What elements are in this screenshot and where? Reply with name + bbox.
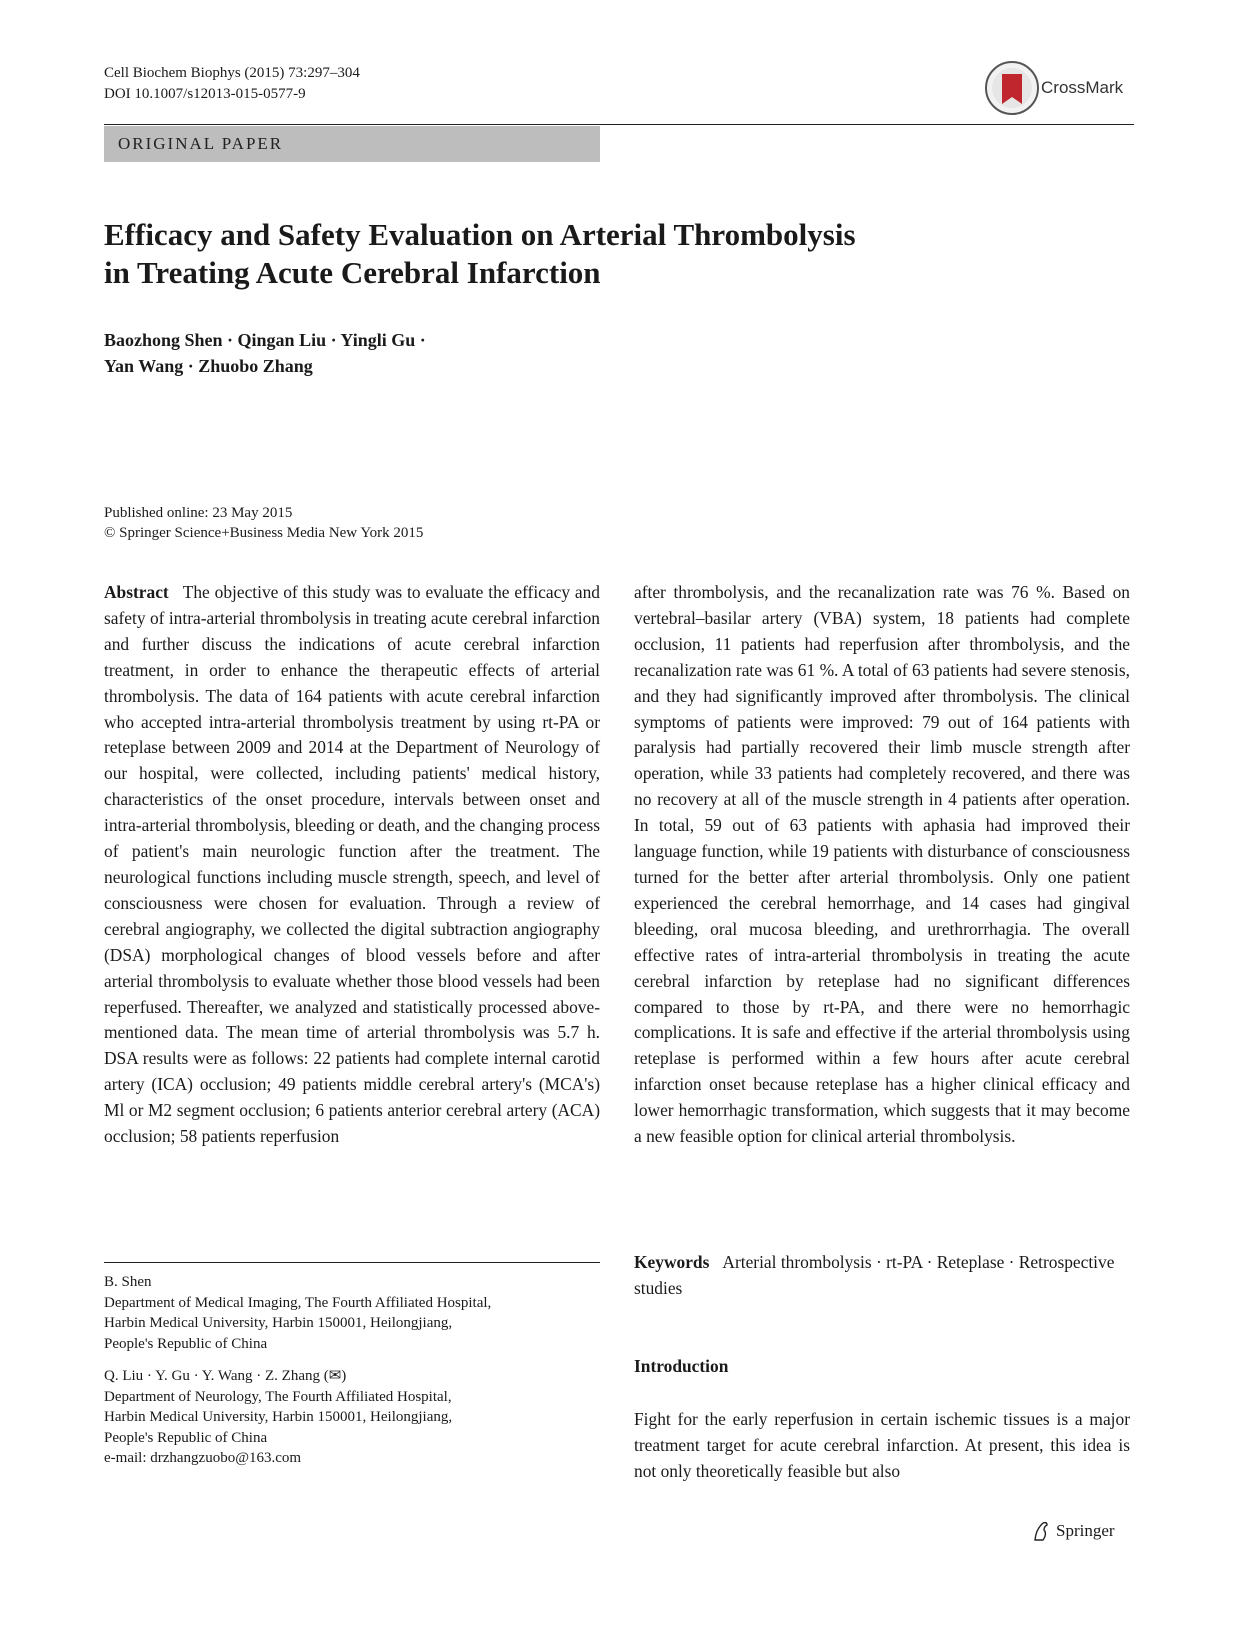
- authors-line-2: Yan Wang · Zhuobo Zhang: [104, 356, 313, 376]
- title-line-1: Efficacy and Safety Evaluation on Arterial Thrombolysis: [104, 217, 856, 252]
- abstract-heading: Abstract: [104, 582, 169, 602]
- affiliation-1-name: B. Shen: [104, 1274, 152, 1290]
- affiliation-1-line2: Harbin Medical University, Harbin 150001, Heilongjiang,: [104, 1315, 453, 1331]
- copyright-line: © Springer Science+Business Media New York 2015: [104, 525, 424, 541]
- affiliations: [104, 1272, 600, 1481]
- publication-info: [104, 503, 423, 543]
- abstract-text-part1: The objective of this study was to evaluate the efficacy and safety of intra-arterial thrombolysis in treating acute cerebral infarction and further discuss the indications of acute cerebral infarction treatment, in order to enhance the therapeutic effects of arterial thrombolysis. The data of 164 patients with acute cerebral infarction who accepted intra-arterial thrombolysis treatment by using rt-PA or reteplase between 2009 and 2014 at the Department of Neurology of our hospital, were collected, including patients' medical history, characteristics of the onset procedure, intervals between onset and intra-arterial thrombolysis, bleeding or death, and the changing process of patient's main neurologic function after the treatment. The neurological functions including muscle strength, speech, and level of consciousness were chosen for evaluation. Through a review of cerebral angiography, we collected the digital subtraction angiography (DSA) morphological changes of blood vessels before and after arterial thrombolysis to evaluate whether those blood vessels had been reperfused. Thereafter, we analyzed and statistically processed above-mentioned data. The mean time of arterial thrombolysis was 5.7 h. DSA results were as follows: 22 patients had complete internal carotid artery (ICA) occlusion; 49 patients middle cerebral artery's (MCA's) Ml or M2 segment occlusion; 6 patients anterior cerebral artery (ACA) occlusion; 58 patients reperfusion: [104, 582, 600, 1147]
- affiliation-2-name: Q. Liu · Y. Gu · Y. Wang · Z. Zhang (✉): [104, 1368, 347, 1384]
- affiliation-2: [104, 1366, 600, 1469]
- journal-citation: [104, 63, 360, 105]
- affiliation-1: [104, 1272, 600, 1354]
- footnote-rule: [104, 1262, 600, 1263]
- publisher-mark: [1032, 1520, 1115, 1542]
- crossmark-label: CrossMark: [1041, 78, 1124, 97]
- published-date: Published online: 23 May 2015: [104, 505, 293, 521]
- affiliation-1-line3: People's Republic of China: [104, 1335, 268, 1352]
- title-line-2: in Treating Acute Cerebral Infarction: [104, 255, 601, 290]
- keywords-text: Arterial thrombolysis · rt-PA · Reteplase · Retrospective studies: [634, 1252, 1115, 1298]
- journal-line: Cell Biochem Biophys (2015) 73:297–304: [104, 65, 360, 81]
- article-title: [104, 216, 1004, 292]
- introduction-heading: Introduction: [634, 1356, 729, 1376]
- affiliation-1-line1: Department of Medical Imaging, The Fourth Affiliated Hospital,: [104, 1294, 492, 1311]
- keywords-heading: Keywords: [634, 1252, 710, 1272]
- affiliation-2-line3: People's Republic of China: [104, 1429, 268, 1446]
- crossmark-icon: [984, 60, 1040, 116]
- abstract-text-part2: after thrombolysis, and the recanalization rate was 76 %. Based on vertebral–basilar artery (VBA) system, 18 patients had complete occlusion, 11 patients had reperfusion after thrombolysis, and the recanalization rate was 61 %. A total of 63 patients had severe stenosis, and they had significantly improved after thrombolysis. The clinical symptoms of patients were improved: 79 out of 164 patients with paralysis had partially recovered their limb muscle strength after operation, while 33 patients had completely recovered, and there was no recovery at all of the muscle strength in 4 patients after operation. In total, 59 out of 63 patients with aphasia had improved their language function, while 19 patients with disturbance of consciousness turned for the better after arterial thrombolysis. Only one patient experienced the cerebral hemorrhage, and 14 cases had gingival bleeding, oral mucosa bleeding, and urethrorrhagia. The overall effective rates of intra-arterial thrombolysis in treating the acute cerebral infarction by reteplase had no significant differences compared to those by rt-PA, and there were no hemorrhagic complications. It is safe and effective if the arterial thrombolysis using reteplase is performed within a few hours after acute cerebral infarction onset because reteplase has a higher clinical efficacy and lower hemorrhagic transformation, which suggests that it may become a new feasible option for clinical arterial thrombolysis.: [634, 582, 1130, 1147]
- authors-line-1: Baozhong Shen · Qingan Liu · Yingli Gu ·: [104, 330, 426, 350]
- section-label: ORIGINAL PAPER: [118, 134, 284, 153]
- affiliation-2-line2: Harbin Medical University, Harbin 150001, Heilongjiang,: [104, 1409, 453, 1425]
- abstract-column-right: [634, 580, 1130, 1150]
- corresponding-email[interactable]: e-mail: drzhangzuobo@163.com: [104, 1450, 302, 1466]
- header-rule: [104, 124, 1134, 125]
- springer-horse-icon: [1032, 1520, 1050, 1542]
- keywords: [634, 1250, 1130, 1302]
- publisher-name: Springer: [1056, 1521, 1115, 1540]
- abstract-column-left: [104, 580, 600, 1150]
- affiliation-2-line1: Department of Neurology, The Fourth Affiliated Hospital,: [104, 1388, 452, 1405]
- introduction-text: Fight for the early reperfusion in certain ischemic tissues is a major treatment target for acute cerebral infarction. At present, this idea is not only theoretically feasible but also: [634, 1409, 1130, 1481]
- doi-line[interactable]: DOI 10.1007/s12013-015-0577-9: [104, 86, 306, 102]
- author-list: [104, 327, 804, 379]
